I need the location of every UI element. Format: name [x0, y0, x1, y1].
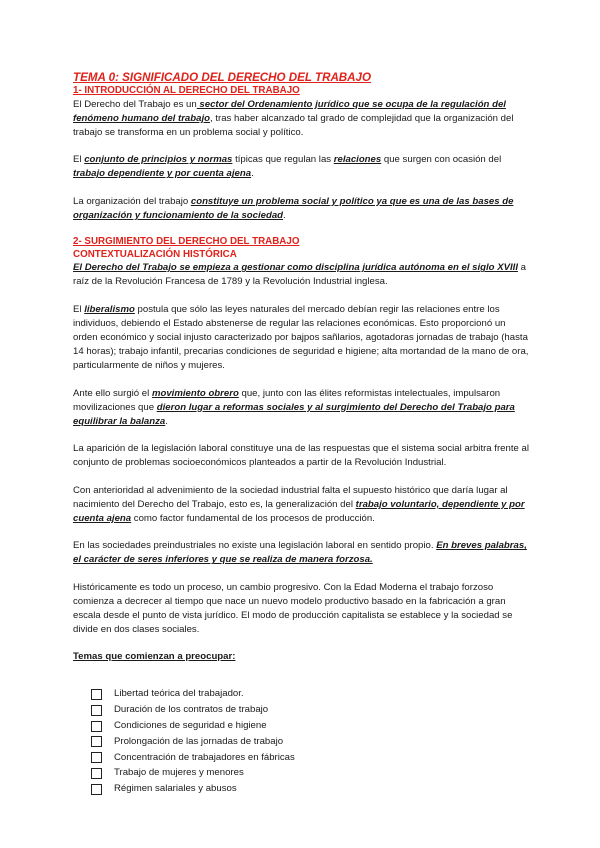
- list-item: Prolongación de las jornadas de trabajo: [91, 734, 530, 750]
- page-title: TEMA 0: SIGNIFICADO DEL DERECHO DEL TRABAJO: [73, 71, 372, 84]
- s2-paragraph-4: La aparición de la legislación laboral constituye una de las respuestas que el sistema social arbitra frente al conjunto de problemas socioeconómicos planteados a partir de la Revolución Industrial.: [73, 443, 529, 469]
- list-item: Trabajo de mujeres y menores: [91, 766, 530, 782]
- emphasis: dieron lugar a reformas sociales y al surgimiento del Derecho del Trabajo para equilibrar la balanza: [73, 401, 515, 428]
- emphasis: movimiento obrero: [151, 387, 239, 399]
- s2-paragraph-3: Ante ello surgió el movimiento obrero que, junto con las élites reformistas intelectuales, impulsaron movilizaciones que dieron lugar a reformas sociales y al surgimiento del Derecho del Trabajo para equilibrar la balanza.: [73, 387, 515, 428]
- list-item: Libertad teórica del trabajador.: [91, 687, 530, 703]
- s2-paragraph-1: El Derecho del Trabajo se empieza a gestionar como disciplina jurídica autónoma en el siglo XVIII a raíz de la Revolución Francesa de 1789 y la Revolución Industrial inglesa.: [73, 262, 527, 288]
- s2-paragraph-5: Con anterioridad al advenimiento de la sociedad industrial falta el supuesto histórico que daría lugar al nacimiento del Derecho del Trabajo, esto es, la generalización del trabajo voluntario, dependiente y por cuenta ajena como factor fundamental de los procesos de producción.: [73, 484, 525, 525]
- checkbox-icon: [91, 752, 102, 763]
- s2-paragraph-7: Históricamente es todo un proceso, un cambio progresivo. Con la Edad Moderna el trabajo forzoso comienza a decrecer al tiempo que nace un nuevo modelo productivo basado en la fabricación a gran escala desde el punto de vista jurídico. El modo de producción capitalista se establece y la sociedad se divide en dos clases sociales.: [73, 581, 513, 636]
- section-2-subheading: CONTEXTUALIZACIÓN HISTÓRICA: [73, 248, 237, 260]
- checkbox-icon: [91, 689, 102, 700]
- section-2-heading: 2- SURGIMIENTO DEL DERECHO DEL TRABAJO: [73, 236, 300, 248]
- emphasis: constituye un problema social y político ya que es una de las bases de organización y funcionamiento de la sociedad: [73, 195, 514, 221]
- emphasis: sector del Ordenamiento jurídico que se ocupa de la regulación del fenómeno humano del trabajo: [73, 98, 506, 124]
- checkbox-icon: [91, 705, 102, 716]
- s1-paragraph-1: El Derecho del Trabajo es un sector del Ordenamiento jurídico que se ocupa de la regulación del fenómeno humano del trabajo, tras haber alcanzado tal grado de complejidad que la organización del trabajo se transforma en un problema social y político.: [73, 98, 514, 138]
- checkbox-icon: [91, 768, 102, 779]
- s2-paragraph-6: En las sociedades preindustriales no existe una legislación laboral en sentido propio. En breves palabras, el carácter de seres inferiores y que se realiza de manera forzosa.: [73, 540, 527, 566]
- emphasis: liberalismo: [84, 303, 135, 315]
- checkbox-icon: [91, 784, 102, 795]
- emphasis: El Derecho del Trabajo se empieza a gestionar como disciplina jurídica autónoma en el siglo XVIII: [73, 262, 518, 274]
- topics-checklist: [91, 687, 530, 798]
- list-item: Duración de los contratos de trabajo: [91, 702, 530, 718]
- s1-paragraph-2: El conjunto de principios y normas típicas que regulan las relaciones que surgen con ocasión del trabajo dependiente y por cuenta ajena.: [73, 154, 502, 180]
- topics-heading: Temas que comienzan a preocupar:: [73, 651, 236, 663]
- checkbox-icon: [91, 736, 102, 747]
- list-item: Concentración de trabajadores en fábricas: [91, 750, 530, 766]
- list-item: Condiciones de seguridad e higiene: [91, 718, 530, 734]
- list-item: Régimen salariales y abusos: [91, 781, 530, 797]
- emphasis: En breves palabras, el carácter de seres inferiores y que se realiza de manera forzosa.: [73, 540, 527, 566]
- section-1-heading: 1- INTRODUCCIÓN AL DERECHO DEL TRABAJO: [73, 85, 300, 96]
- emphasis: trabajo voluntario, dependiente y por cuenta ajena: [73, 498, 525, 525]
- emphasis: trabajo dependiente y por cuenta ajena: [73, 168, 252, 180]
- s2-paragraph-2: El liberalismo postula que sólo las leyes naturales del mercado debían regir las relaciones entre los individuos, debiendo el Estado abstenerse de regular las relaciones económicas. Esto proporcionó un orden económico y social injusto caracterizado por bajpos sañlarios, agotadoras jornadas de trabajo (hasta 14 horas); trabajo infantil, precarias condiciones de seguridad e higiene; alta mortandad de la mano de ora, particularmente de niños y mujeres.: [73, 303, 529, 372]
- emphasis: conjunto de principios y normas: [84, 154, 233, 166]
- checkbox-icon: [91, 721, 102, 732]
- s1-paragraph-3: La organización del trabajo constituye un problema social y político ya que es una de las bases de organización y funcionamiento de la sociedad.: [73, 195, 514, 221]
- emphasis: relaciones: [333, 154, 382, 166]
